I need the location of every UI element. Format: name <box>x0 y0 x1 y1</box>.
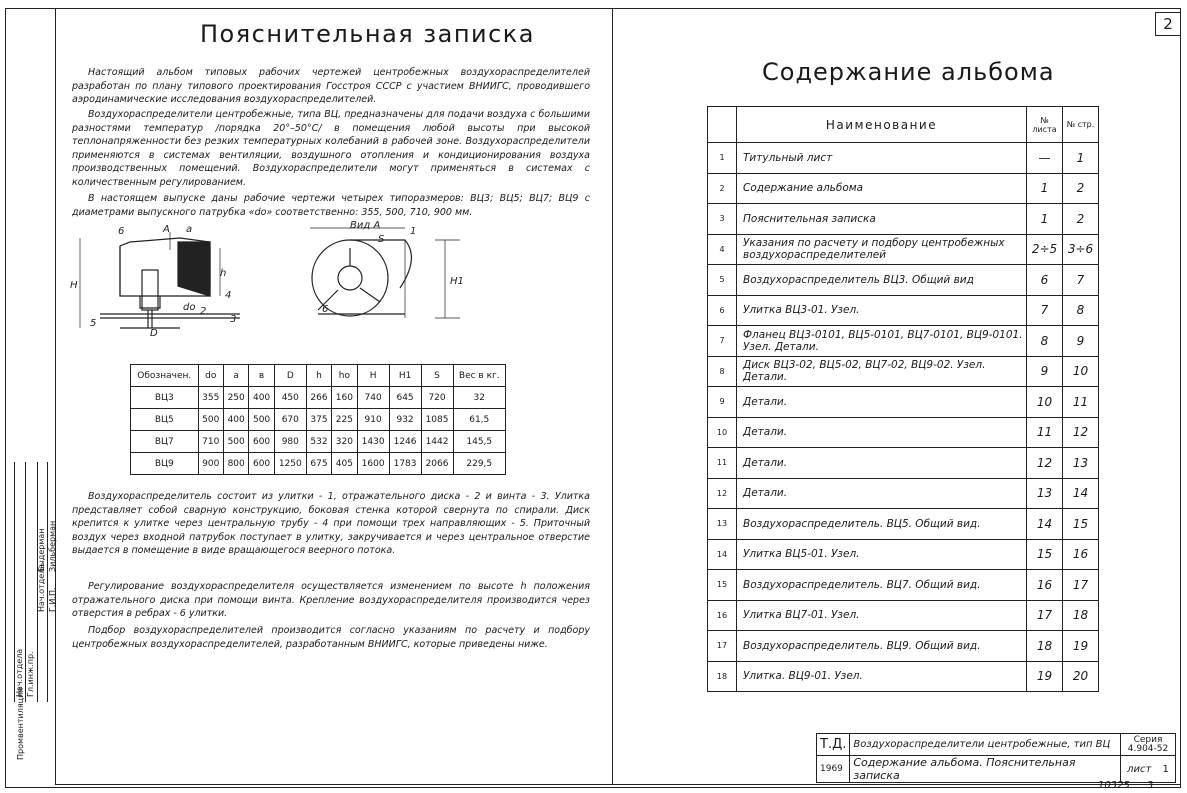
stamp-org: Т.Д. <box>817 734 850 756</box>
item-page: 13 <box>1063 448 1099 479</box>
item-sheet: 17 <box>1027 600 1063 631</box>
left-title: Пояснительная записка <box>200 20 536 48</box>
row-number: 2 <box>708 173 737 204</box>
cell: 1250 <box>274 453 306 475</box>
table-row <box>708 204 1099 235</box>
item-page: 12 <box>1063 417 1099 448</box>
item-page: 11 <box>1063 387 1099 418</box>
cell: 980 <box>274 431 306 453</box>
stamp-sheet-cell <box>1121 756 1176 783</box>
archive-page: 3 <box>1147 780 1154 791</box>
row-number: 12 <box>708 478 737 509</box>
item-sheet: 10 <box>1027 387 1063 418</box>
row-number: 8 <box>708 356 737 387</box>
table-row <box>131 409 506 431</box>
cell: ВЦ7 <box>131 431 199 453</box>
item-page: 9 <box>1063 326 1099 357</box>
cell: 145,5 <box>453 431 505 453</box>
item-page: 16 <box>1063 539 1099 570</box>
item-name: Воздухораспределитель. ВЦ7. Общий вид. <box>737 570 1027 601</box>
cell: 229,5 <box>453 453 505 475</box>
table-row <box>708 326 1099 357</box>
item-sheet: 6 <box>1027 265 1063 296</box>
row-number: 16 <box>708 600 737 631</box>
item-sheet: 2÷5 <box>1027 234 1063 265</box>
item-page: 2 <box>1063 204 1099 235</box>
row-number: 5 <box>708 265 737 296</box>
row-number: 4 <box>708 234 737 265</box>
col-header: ho <box>332 365 357 387</box>
item-name: Воздухораспределитель. ВЦ5. Общий вид. <box>737 509 1027 540</box>
table-row <box>708 631 1099 662</box>
table-row <box>708 387 1099 418</box>
item-name: Детали. <box>737 417 1027 448</box>
cell: 600 <box>249 453 274 475</box>
cell: ВЦ3 <box>131 387 199 409</box>
name-header: Наименование <box>737 107 1027 143</box>
table-row <box>708 509 1099 540</box>
sizes-paragraph: В настоящем выпуске даны рабочие чертежи четырех типоразмеров: ВЦ3; ВЦ5; ВЦ7; ВЦ9 с диаметрами выпускного патрубка «do» соответственно: 355, 500, 710, 900 мм. <box>72 193 590 218</box>
cell: 1783 <box>389 453 421 475</box>
table-row <box>708 417 1099 448</box>
cell: 400 <box>223 409 248 431</box>
row-number: 1 <box>708 143 737 174</box>
item-name: Улитка ВЦ5-01. Узел. <box>737 539 1027 570</box>
cell: 375 <box>306 409 331 431</box>
table-row <box>708 570 1099 601</box>
cell: 225 <box>332 409 357 431</box>
row-number: 10 <box>708 417 737 448</box>
item-sheet: 1 <box>1027 173 1063 204</box>
archive-no: 10325 <box>1098 780 1130 791</box>
col-header: S <box>421 365 453 387</box>
sidebar-signer-name: Быдерман <box>37 528 46 572</box>
regulation-paragraph: Регулирование воздухораспределителя осуществляется изменением по высоте h положения отражательного диска при помощи винта. Крепление воздухораспределителя производится через отверстия в ребрах - 6 улитки. <box>72 581 590 619</box>
dimensions-table <box>130 364 506 475</box>
table-row <box>131 387 506 409</box>
cell: 900 <box>198 453 223 475</box>
item-sheet: 19 <box>1027 661 1063 692</box>
item-sheet: 15 <box>1027 539 1063 570</box>
stamp-sheet-label: лист <box>1127 763 1152 775</box>
item-name: Детали. <box>737 448 1027 479</box>
cell: 932 <box>389 409 421 431</box>
cell: ВЦ9 <box>131 453 199 475</box>
table-row <box>708 265 1099 296</box>
item-sheet: 12 <box>1027 448 1063 479</box>
cell: 600 <box>249 431 274 453</box>
row-number: 9 <box>708 387 737 418</box>
item-sheet: 13 <box>1027 478 1063 509</box>
row-number: 15 <box>708 570 737 601</box>
item-page: 15 <box>1063 509 1099 540</box>
table-row <box>708 448 1099 479</box>
col-header: в <box>249 365 274 387</box>
svg-text:1: 1 <box>410 226 417 237</box>
item-page: 2 <box>1063 173 1099 204</box>
item-sheet: 18 <box>1027 631 1063 662</box>
row-num-header <box>708 107 737 143</box>
item-page: 14 <box>1063 478 1099 509</box>
right-title: Содержание альбома <box>762 58 1055 86</box>
cell: 670 <box>274 409 306 431</box>
col-header: h <box>306 365 331 387</box>
row-number: 7 <box>708 326 737 357</box>
table-row <box>131 453 506 475</box>
table-row <box>708 539 1099 570</box>
stamp-product: Воздухораспределители центробежные, тип ВЦ <box>850 734 1121 756</box>
row-number: 11 <box>708 448 737 479</box>
item-sheet: 8 <box>1027 326 1063 357</box>
col-header: H <box>357 365 389 387</box>
cell: 320 <box>332 431 357 453</box>
item-sheet: 16 <box>1027 570 1063 601</box>
cell: 61,5 <box>453 409 505 431</box>
item-sheet: 11 <box>1027 417 1063 448</box>
table-header-row <box>131 365 506 387</box>
cell: 532 <box>306 431 331 453</box>
stamp-series-label: Серия <box>1133 734 1163 745</box>
svg-text:a: a <box>186 224 193 235</box>
svg-text:h: h <box>220 268 227 279</box>
cell: 675 <box>306 453 331 475</box>
cell: 500 <box>223 431 248 453</box>
col-header: Обозначен. <box>131 365 199 387</box>
svg-text:6: 6 <box>118 226 125 237</box>
item-name: Детали. <box>737 387 1027 418</box>
cell: 1085 <box>421 409 453 431</box>
contents-table <box>707 106 1099 692</box>
purpose-paragraph: Воздухораспределители центробежные, типа ВЦ, предназначены для подачи воздуха с большими разностями температур /порядка 20°–50°С/ в помещения любой высоты при высокой теплонапряженности без резких температурных колебаний в рабочей зоне. Воздухораспределители применяются в системах вентиляции, воздушного отопления и кондиционирования воздуха производственных помещений. Воздухораспределители могут применяться в системах с количественным регулированием. <box>72 109 590 188</box>
cell: ВЦ5 <box>131 409 199 431</box>
item-page: 1 <box>1063 143 1099 174</box>
intro-paragraph: Настоящий альбом типовых рабочих чертежей центробежных воздухораспределителей разработан по плану типового проектирования Госстроя СССР с участием ВНИИГС, проводившего аэродинамические исследования воздухораспределителей. <box>72 67 590 105</box>
sidebar-org: Промвентиляция <box>16 687 25 760</box>
stamp-series-cell <box>1121 734 1176 756</box>
item-name: Диск ВЦ3-02, ВЦ5-02, ВЦ7-02, ВЦ9-02. Узел. Детали. <box>737 356 1027 387</box>
item-page: 17 <box>1063 570 1099 601</box>
cell: 910 <box>357 409 389 431</box>
svg-text:3: 3 <box>230 314 237 325</box>
col-header: Вес в кг. <box>453 365 505 387</box>
svg-text:do: do <box>183 302 196 313</box>
cell: 500 <box>249 409 274 431</box>
cell: 250 <box>223 387 248 409</box>
cell: 720 <box>421 387 453 409</box>
assembly-drawing <box>60 218 480 346</box>
item-name: Содержание альбома <box>737 173 1027 204</box>
col-header: a <box>223 365 248 387</box>
svg-text:4: 4 <box>225 290 232 301</box>
cell: 1430 <box>357 431 389 453</box>
item-page: 8 <box>1063 295 1099 326</box>
cell: 645 <box>389 387 421 409</box>
item-sheet: — <box>1027 143 1063 174</box>
page-number: 2 <box>1155 12 1181 36</box>
item-page: 3÷6 <box>1063 234 1099 265</box>
cell: 1246 <box>389 431 421 453</box>
table-row <box>708 600 1099 631</box>
sidebar-row-label: Нач.отдела <box>37 563 46 612</box>
cell: 405 <box>332 453 357 475</box>
item-sheet: 9 <box>1027 356 1063 387</box>
item-name: Улитка ВЦ3-01. Узел. <box>737 295 1027 326</box>
svg-text:6: 6 <box>322 304 329 315</box>
item-sheet: 1 <box>1027 204 1063 235</box>
sidebar-row-label: Г.И.П. <box>48 587 57 612</box>
svg-text:D: D <box>150 328 158 339</box>
table-row <box>708 356 1099 387</box>
item-name: Улитка. ВЦ9-01. Узел. <box>737 661 1027 692</box>
stamp-doc-title: Содержание альбома. Пояснительная записка <box>850 756 1121 783</box>
item-page: 18 <box>1063 600 1099 631</box>
page-header: № стр. <box>1063 107 1099 143</box>
table-row <box>708 661 1099 692</box>
signature-block <box>14 462 55 702</box>
cell: 32 <box>453 387 505 409</box>
cell: 450 <box>274 387 306 409</box>
svg-text:5: 5 <box>90 318 97 329</box>
cell: 1442 <box>421 431 453 453</box>
svg-text:2: 2 <box>200 306 207 317</box>
svg-text:H1: H1 <box>450 276 464 287</box>
stamp-sheet: 1 <box>1162 763 1169 775</box>
item-sheet: 7 <box>1027 295 1063 326</box>
item-page: 7 <box>1063 265 1099 296</box>
row-number: 3 <box>708 204 737 235</box>
table-row <box>708 143 1099 174</box>
col-header: D <box>274 365 306 387</box>
svg-text:A: A <box>163 224 170 235</box>
col-header: H1 <box>389 365 421 387</box>
table-row <box>708 478 1099 509</box>
table-row <box>131 431 506 453</box>
item-name: Пояснительная записка <box>737 204 1027 235</box>
row-number: 17 <box>708 631 737 662</box>
cell: 160 <box>332 387 357 409</box>
sidebar-row-label: Нач.отдела <box>15 648 24 697</box>
archive-number <box>1098 780 1153 791</box>
item-name: Воздухораспределитель. ВЦ9. Общий вид. <box>737 631 1027 662</box>
table-row <box>708 295 1099 326</box>
item-page: 10 <box>1063 356 1099 387</box>
cell: 710 <box>198 431 223 453</box>
item-name: Воздухораспределитель ВЦ3. Общий вид <box>737 265 1027 296</box>
cell: 500 <box>198 409 223 431</box>
item-name: Титульный лист <box>737 143 1027 174</box>
row-number: 18 <box>708 661 737 692</box>
stamp-series: 4.904-52 <box>1127 743 1169 754</box>
cell: 800 <box>223 453 248 475</box>
item-name: Улитка ВЦ7-01. Узел. <box>737 600 1027 631</box>
item-name: Детали. <box>737 478 1027 509</box>
col-header: do <box>198 365 223 387</box>
row-number: 14 <box>708 539 737 570</box>
selection-paragraph: Подбор воздухораспределителей производится согласно указаниям по расчету и подбору центробежных воздухораспределителей, разработанным ВНИИГС, которые приведены ниже. <box>72 625 590 650</box>
cell: 2066 <box>421 453 453 475</box>
row-number: 13 <box>708 509 737 540</box>
view-label: Вид А <box>350 220 381 231</box>
sidebar-signer-name: Зильберман <box>48 520 57 572</box>
item-page: 19 <box>1063 631 1099 662</box>
row-number: 6 <box>708 295 737 326</box>
table-row <box>708 173 1099 204</box>
item-sheet: 14 <box>1027 509 1063 540</box>
contents-header-row <box>708 107 1099 143</box>
construction-paragraph: Воздухораспределитель состоит из улитки - 1, отражательного диска - 2 и винта - 3. Улитка представляет собой сварную конструкцию, боковая стенка которой свернута по спирали. Диск крепится к улитке через центральную трубу - 4 при помощи трех направляющих - 5. Приточный воздух через входной патрубок поступает в улитку, закручивается и через центральное отверстие выдается в помещение в виде вращающегося веерного потока. <box>72 491 590 556</box>
cell: 355 <box>198 387 223 409</box>
cell: 740 <box>357 387 389 409</box>
title-block <box>816 733 1176 783</box>
table-row <box>708 234 1099 265</box>
sheet-header: № листа <box>1027 107 1063 143</box>
cell: 1600 <box>357 453 389 475</box>
item-name: Фланец ВЦ3-0101, ВЦ5-0101, ВЦ7-0101, ВЦ9-0101. Узел. Детали. <box>737 326 1027 357</box>
cell: 266 <box>306 387 331 409</box>
item-page: 20 <box>1063 661 1099 692</box>
svg-text:S: S <box>378 234 385 245</box>
sidebar-row-label: Гл.инж.пр. <box>26 651 35 697</box>
svg-text:H: H <box>70 280 78 291</box>
item-name: Указания по расчету и подбору центробежных воздухораспределителей <box>737 234 1027 265</box>
cell: 400 <box>249 387 274 409</box>
stamp-year: 1969 <box>817 756 850 783</box>
